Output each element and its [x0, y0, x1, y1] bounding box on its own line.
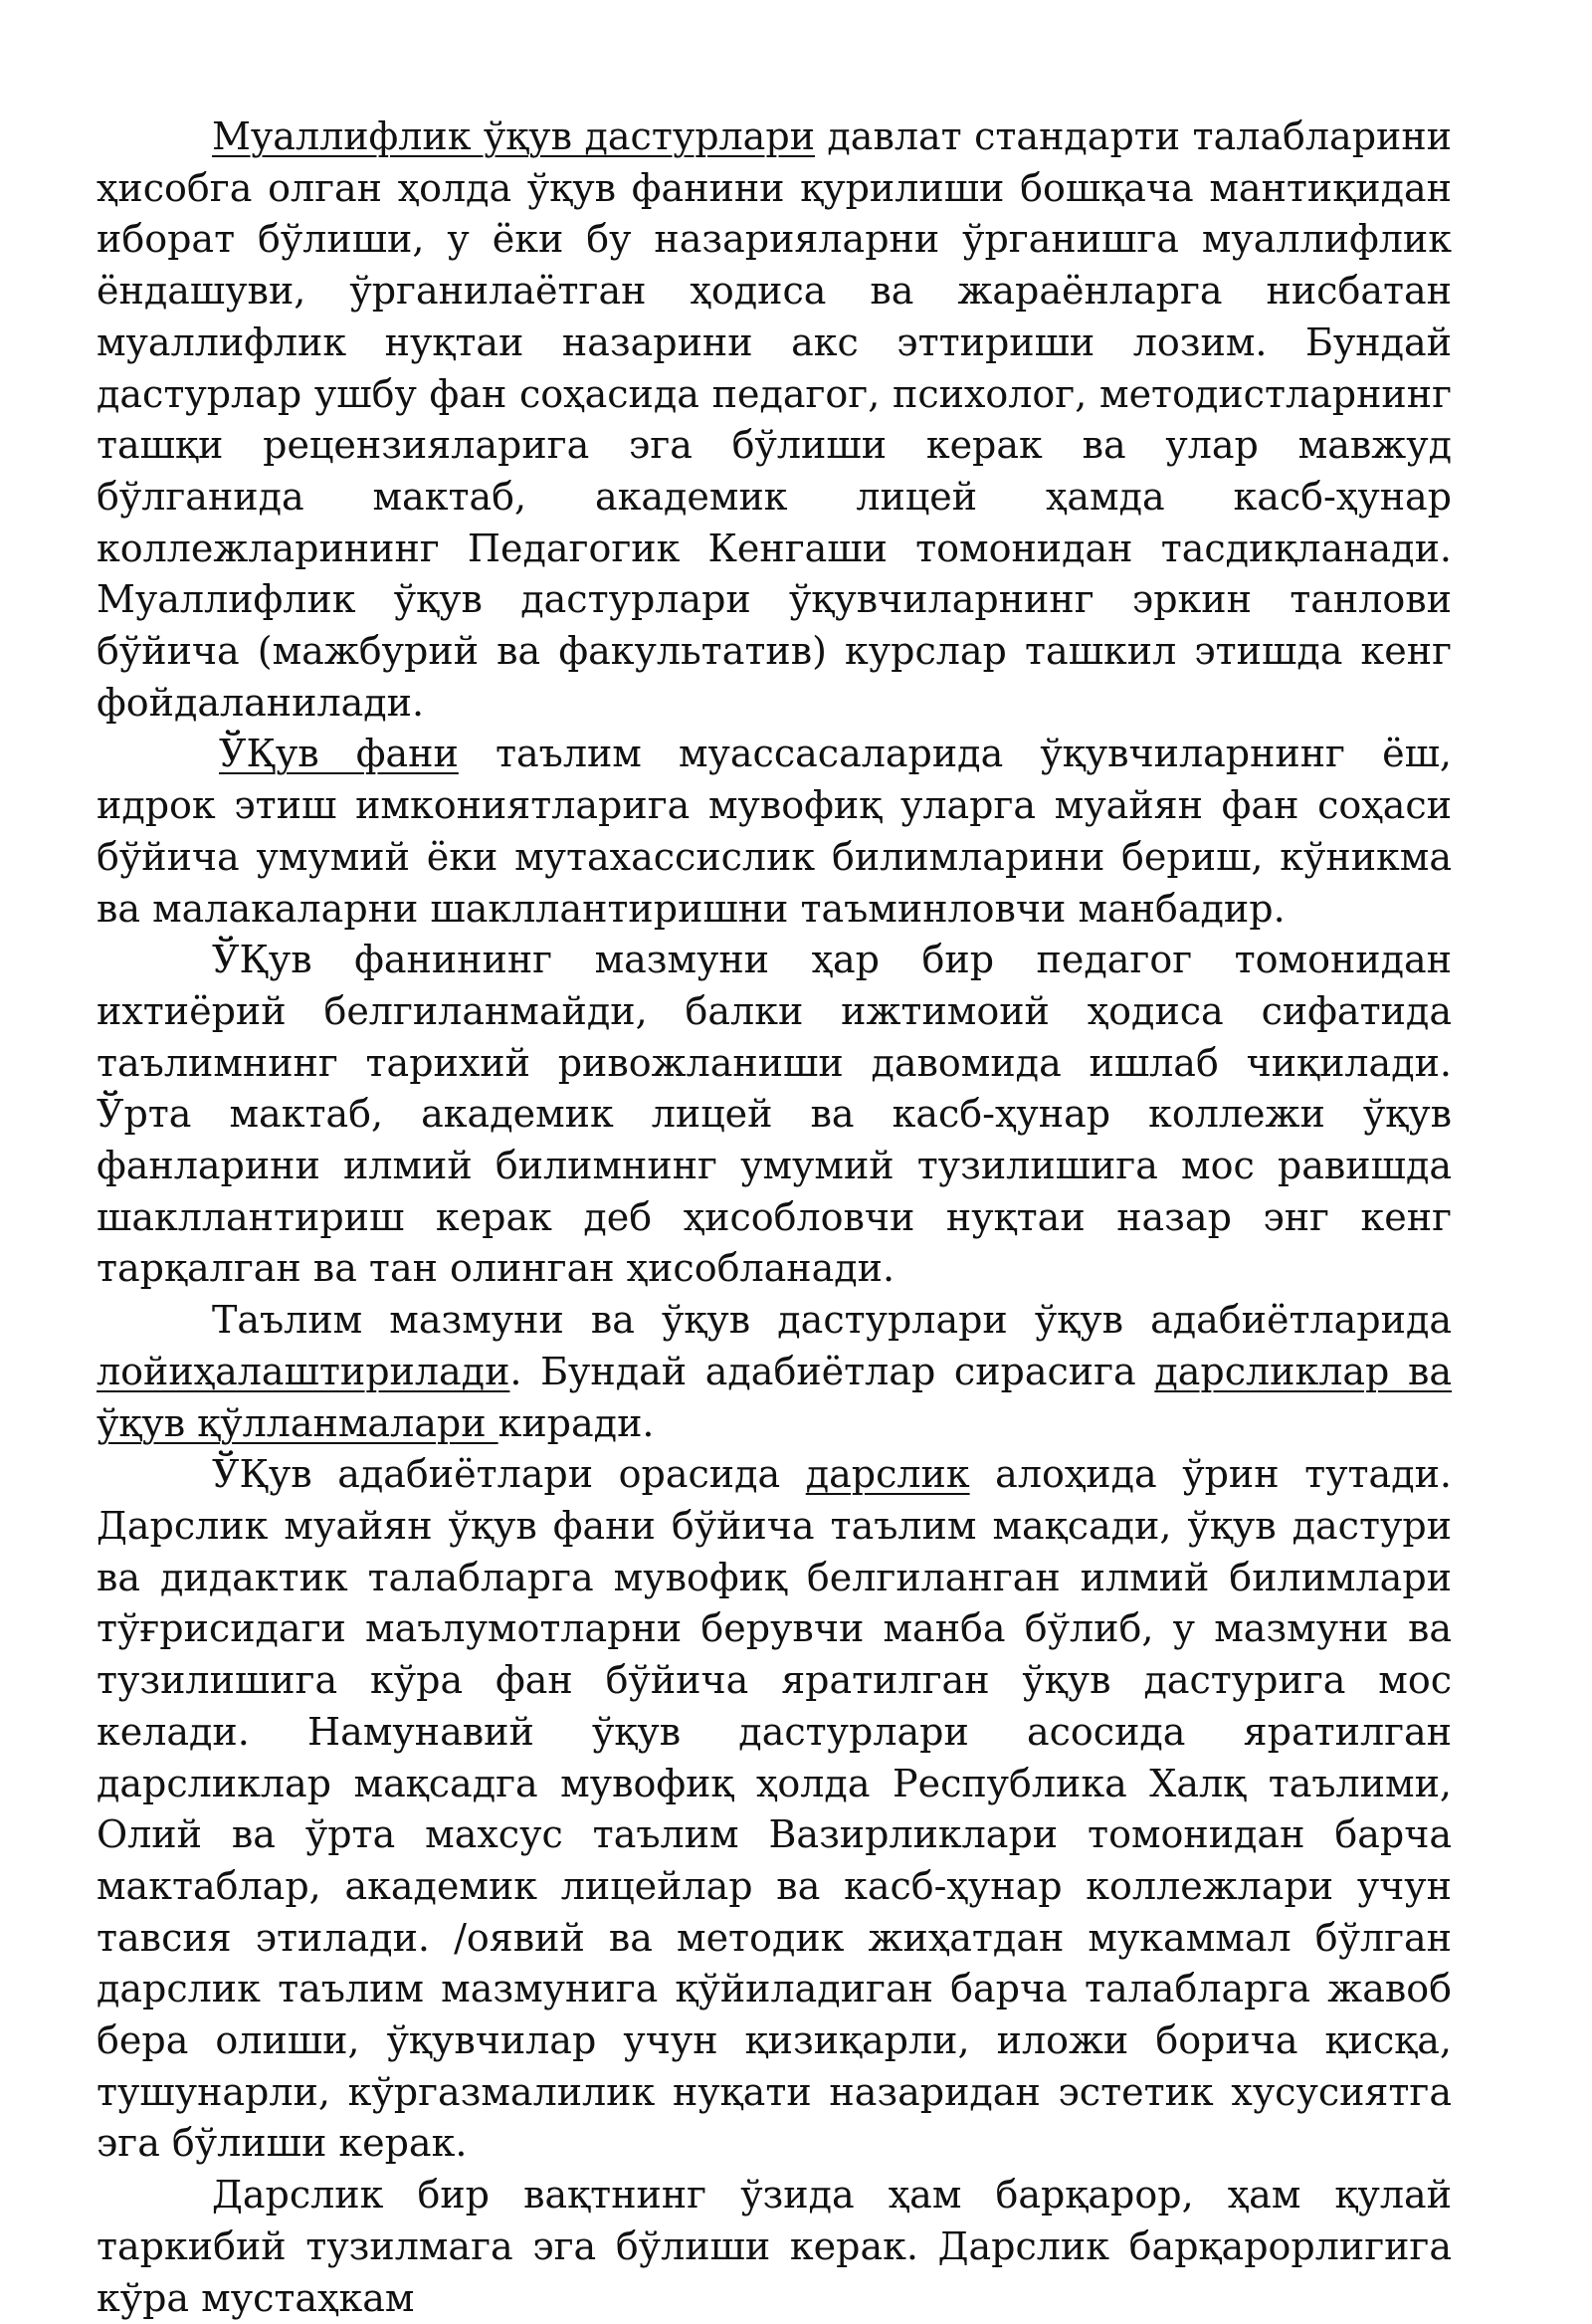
- paragraph-text: . Бундай адабиётлар сирасига: [509, 1349, 1155, 1393]
- paragraph-text: Таълим мазмуни ва ўқув дастурлари ўқув адабиётларида: [212, 1298, 1452, 1343]
- term-author-curricula: Муаллифлик ўқув дастурлари: [212, 114, 815, 158]
- term-textbooks-manuals: дарсликлар ва ўқув қўлланмалари: [97, 1349, 1452, 1445]
- paragraph-textbook-structure: Дарслик бир вақтнинг ўзида ҳам барқарор, ҳам қулай таркибий тузилмага эга бўлиши керак. Дарслик барқарорлигига кўра мустаҳкам: [97, 2173, 1452, 2320]
- paragraph-text: давлат стандарти талабларини ҳисобга олган ҳолда ўқув фанини қурилиши бошқача мантиқидан иборат бўлиши, у ёки бу назарияларни ўрганишга муаллифлик ёндашуви, ўрганилаётган ҳодиса ва жараёнларга нисбатан муаллифлик нуқтаи назарини акс эттириши лозим. Бундай дастурлар ушбу фан соҳасида педагог, психолог, методистларнинг ташқи рецензияларига эга бўлиши керак ва улар мавжуд бўлганида мактаб, академик лицей ҳамда касб-ҳунар коллежларининг Педагогик Кенгаши томонидан тасдиқланади. Муаллифлик ўқув дастурлари ўқувчиларнинг эркин танлови бўйича (мажбурий ва факультатив) курслар ташкил этишда кенг фойдаланилади.: [97, 114, 1453, 725]
- paragraph-text: киради.: [498, 1400, 655, 1445]
- term-subject: ЎҚув фани: [219, 732, 459, 776]
- paragraph-subject: [97, 729, 1452, 935]
- paragraph-textbook: [97, 1449, 1452, 2170]
- paragraph-learning-literature: [97, 1295, 1452, 1449]
- paragraph-author-curricula: [97, 111, 1452, 729]
- document-page: [97, 111, 1452, 2324]
- paragraph-subject-content: ЎҚув фанининг мазмуни ҳар бир педагог томонидан ихтиёрий белгиланмайди, балки ижтимоий ҳодиса сифатида таълимнинг тарихий ривожланиши давомида ишлаб чиқилади. Ўрта мактаб, академик лицей ва касб-ҳунар коллежи ўқув фанларини илмий билимнинг умумий тузилишига мос равишда шакллантириш керак деб ҳисобловчи нуқтаи назар энг кенг тарқалган ва тан олинган ҳисобланади.: [97, 938, 1452, 1291]
- paragraph-text: таълим муассасаларида ўқувчиларнинг ёш, идрок этиш имкониятларига мувофиқ уларга муайян фан соҳаси бўйича умумий ёки мутахассислик билимларини бериш, кўникма ва малакаларни шакллантиришни таъминловчи манбадир.: [97, 732, 1452, 931]
- paragraph-text: алоҳида ўрин тутади. Дарслик муайян ўқув фани бўйича таълим мақсади, ўқув дастури ва дидактик талабларга мувофиқ белгиланган илмий билимлари тўғрисидаги маълумотларни берувчи манба бўлиб, у мазмуни ва тузилишига кўра фан бўйича яратилган ўқув дастурига мос келади. Намунавий ўқув дастурлари асосида яратилган дарсликлар мақсадга мувофиқ ҳолда Республика Халқ таълими, Олий ва ўрта махсус таълим Вазирликлари томонидан барча мактаблар, академик лицейлар ва касб-ҳунар коллежлари учун тавсия этилади. /оявий ва методик жиҳатдан мукаммал бўлган дарслик таълим мазмунига қўйиладиган барча талабларга жавоб бера олиши, ўқувчилар учун қизиқарли, иложи борича қисқа, тушунарли, кўргазмалилик нуқати назаридан эстетик хусусиятга эга бўлиши керак.: [97, 1452, 1452, 2166]
- term-textbook: дарслик: [805, 1452, 970, 1497]
- paragraph-text: ЎҚув адабиётлари орасида: [212, 1452, 806, 1497]
- term-design: лойиҳалаштирилади: [97, 1349, 510, 1393]
